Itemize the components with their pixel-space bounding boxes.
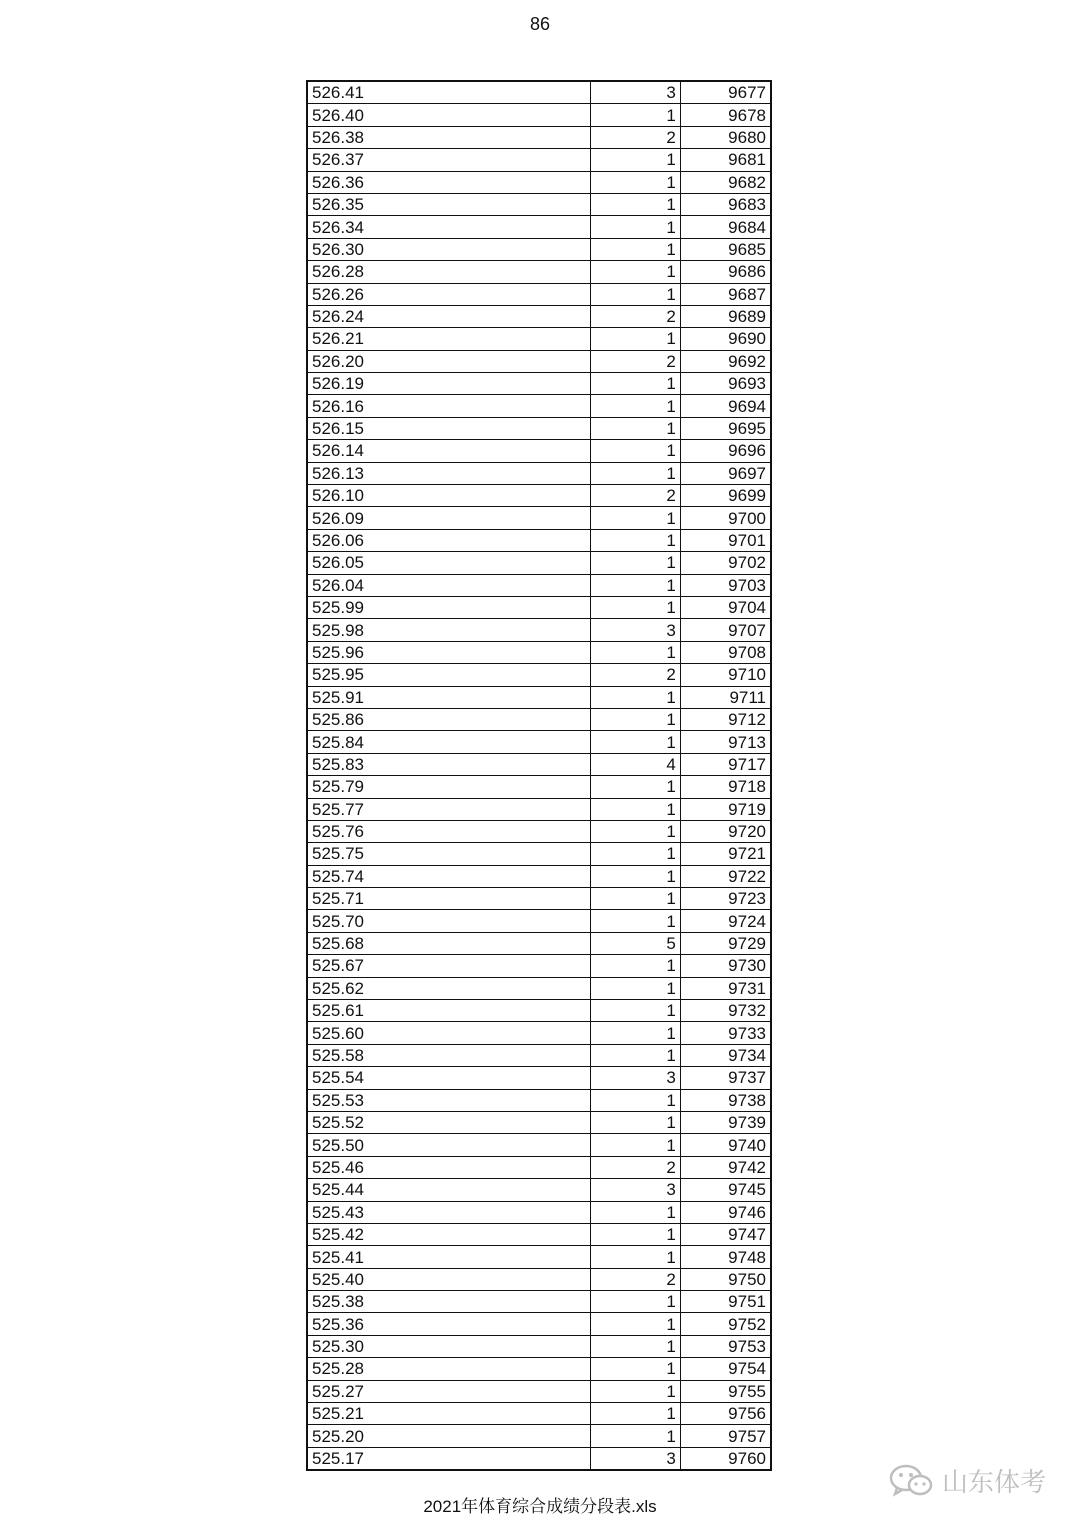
score-cell: 525.46 xyxy=(307,1156,590,1178)
watermark-text: 山东体考 xyxy=(942,1467,1047,1497)
score-cell: 526.05 xyxy=(307,552,590,574)
count-cell: 1 xyxy=(590,261,680,283)
score-cell: 526.28 xyxy=(307,261,590,283)
table-row xyxy=(307,305,771,327)
cumulative-rank-cell: 9742 xyxy=(680,1156,771,1178)
cumulative-rank-cell: 9730 xyxy=(680,955,771,977)
table-row xyxy=(307,216,771,238)
table-row xyxy=(307,1089,771,1111)
cumulative-rank-cell: 9701 xyxy=(680,529,771,551)
cumulative-rank-cell: 9733 xyxy=(680,1022,771,1044)
count-cell: 2 xyxy=(590,1156,680,1178)
score-cell: 525.58 xyxy=(307,1044,590,1066)
cumulative-rank-cell: 9704 xyxy=(680,596,771,618)
table-row xyxy=(307,417,771,439)
count-cell: 1 xyxy=(590,820,680,842)
score-cell: 526.13 xyxy=(307,462,590,484)
table-row xyxy=(307,1156,771,1178)
count-cell: 1 xyxy=(590,373,680,395)
cumulative-rank-cell: 9683 xyxy=(680,193,771,215)
count-cell: 1 xyxy=(590,1380,680,1402)
score-cell: 525.99 xyxy=(307,596,590,618)
table-row xyxy=(307,104,771,126)
cumulative-rank-cell: 9696 xyxy=(680,440,771,462)
count-cell: 1 xyxy=(590,440,680,462)
watermark xyxy=(888,1462,1046,1499)
table-row xyxy=(307,171,771,193)
score-cell: 525.50 xyxy=(307,1134,590,1156)
cumulative-rank-cell: 9757 xyxy=(680,1425,771,1447)
score-cell: 525.28 xyxy=(307,1358,590,1380)
table-row xyxy=(307,888,771,910)
table-row xyxy=(307,753,771,775)
cumulative-rank-cell: 9740 xyxy=(680,1134,771,1156)
score-cell: 525.53 xyxy=(307,1089,590,1111)
table-row xyxy=(307,261,771,283)
cumulative-rank-cell: 9708 xyxy=(680,641,771,663)
table-row xyxy=(307,977,771,999)
table-row xyxy=(307,1179,771,1201)
score-cell: 525.98 xyxy=(307,619,590,641)
count-cell: 1 xyxy=(590,798,680,820)
score-cell: 526.20 xyxy=(307,350,590,372)
cumulative-rank-cell: 9732 xyxy=(680,1000,771,1022)
cumulative-rank-cell: 9699 xyxy=(680,485,771,507)
count-cell: 3 xyxy=(590,1179,680,1201)
table-row xyxy=(307,1000,771,1022)
score-cell: 526.06 xyxy=(307,529,590,551)
cumulative-rank-cell: 9746 xyxy=(680,1201,771,1223)
table-row xyxy=(307,193,771,215)
score-cell: 525.84 xyxy=(307,731,590,753)
score-cell: 525.52 xyxy=(307,1111,590,1133)
footer-filename: 2021年体育综合成绩分段表.xls xyxy=(423,1497,657,1516)
table-row xyxy=(307,462,771,484)
score-cell: 525.27 xyxy=(307,1380,590,1402)
score-table xyxy=(306,80,772,1471)
score-cell: 525.60 xyxy=(307,1022,590,1044)
count-cell: 1 xyxy=(590,283,680,305)
score-cell: 525.61 xyxy=(307,1000,590,1022)
cumulative-rank-cell: 9755 xyxy=(680,1380,771,1402)
score-table-body xyxy=(307,81,771,1470)
cumulative-rank-cell: 9700 xyxy=(680,507,771,529)
score-cell: 525.96 xyxy=(307,641,590,663)
count-cell: 3 xyxy=(590,1447,680,1470)
cumulative-rank-cell: 9681 xyxy=(680,149,771,171)
table-row xyxy=(307,1313,771,1335)
score-cell: 525.17 xyxy=(307,1447,590,1470)
count-cell: 1 xyxy=(590,731,680,753)
cumulative-rank-cell: 9729 xyxy=(680,932,771,954)
score-cell: 525.20 xyxy=(307,1425,590,1447)
table-row xyxy=(307,81,771,104)
count-cell: 1 xyxy=(590,1111,680,1133)
table-row xyxy=(307,776,771,798)
table-row xyxy=(307,843,771,865)
score-cell: 526.37 xyxy=(307,149,590,171)
count-cell: 1 xyxy=(590,1134,680,1156)
score-cell: 526.30 xyxy=(307,238,590,260)
cumulative-rank-cell: 9738 xyxy=(680,1089,771,1111)
table-row xyxy=(307,1291,771,1313)
table-row xyxy=(307,328,771,350)
cumulative-rank-cell: 9690 xyxy=(680,328,771,350)
cumulative-rank-cell: 9718 xyxy=(680,776,771,798)
table-row xyxy=(307,1201,771,1223)
score-cell: 526.10 xyxy=(307,485,590,507)
count-cell: 1 xyxy=(590,641,680,663)
count-cell: 1 xyxy=(590,462,680,484)
table-row xyxy=(307,731,771,753)
cumulative-rank-cell: 9756 xyxy=(680,1403,771,1425)
count-cell: 1 xyxy=(590,708,680,730)
table-row xyxy=(307,1335,771,1357)
cumulative-rank-cell: 9710 xyxy=(680,664,771,686)
count-cell: 1 xyxy=(590,507,680,529)
table-row xyxy=(307,395,771,417)
score-cell: 526.21 xyxy=(307,328,590,350)
score-cell: 525.30 xyxy=(307,1335,590,1357)
cumulative-rank-cell: 9680 xyxy=(680,126,771,148)
cumulative-rank-cell: 9686 xyxy=(680,261,771,283)
score-cell: 525.36 xyxy=(307,1313,590,1335)
count-cell: 1 xyxy=(590,1022,680,1044)
score-cell: 525.41 xyxy=(307,1246,590,1268)
cumulative-rank-cell: 9695 xyxy=(680,417,771,439)
cumulative-rank-cell: 9760 xyxy=(680,1447,771,1470)
cumulative-rank-cell: 9739 xyxy=(680,1111,771,1133)
score-cell: 525.95 xyxy=(307,664,590,686)
table-row xyxy=(307,350,771,372)
score-cell: 525.68 xyxy=(307,932,590,954)
score-cell: 525.77 xyxy=(307,798,590,820)
score-cell: 526.34 xyxy=(307,216,590,238)
table-row xyxy=(307,664,771,686)
count-cell: 2 xyxy=(590,350,680,372)
count-cell: 1 xyxy=(590,955,680,977)
count-cell: 1 xyxy=(590,395,680,417)
score-cell: 526.41 xyxy=(307,81,590,104)
count-cell: 1 xyxy=(590,238,680,260)
cumulative-rank-cell: 9734 xyxy=(680,1044,771,1066)
count-cell: 2 xyxy=(590,485,680,507)
count-cell: 1 xyxy=(590,1044,680,1066)
score-cell: 526.36 xyxy=(307,171,590,193)
count-cell: 2 xyxy=(590,664,680,686)
count-cell: 1 xyxy=(590,865,680,887)
table-row xyxy=(307,529,771,551)
table-row xyxy=(307,708,771,730)
table-row xyxy=(307,1223,771,1245)
count-cell: 5 xyxy=(590,932,680,954)
cumulative-rank-cell: 9702 xyxy=(680,552,771,574)
table-row xyxy=(307,1403,771,1425)
score-cell: 525.86 xyxy=(307,708,590,730)
count-cell: 1 xyxy=(590,888,680,910)
cumulative-rank-cell: 9747 xyxy=(680,1223,771,1245)
cumulative-rank-cell: 9682 xyxy=(680,171,771,193)
count-cell: 1 xyxy=(590,1425,680,1447)
count-cell: 1 xyxy=(590,216,680,238)
score-cell: 525.54 xyxy=(307,1067,590,1089)
cumulative-rank-cell: 9687 xyxy=(680,283,771,305)
table-row xyxy=(307,126,771,148)
cumulative-rank-cell: 9711 xyxy=(680,686,771,708)
cumulative-rank-cell: 9731 xyxy=(680,977,771,999)
score-cell: 526.15 xyxy=(307,417,590,439)
table-row xyxy=(307,865,771,887)
score-cell: 526.24 xyxy=(307,305,590,327)
table-row xyxy=(307,507,771,529)
score-cell: 525.21 xyxy=(307,1403,590,1425)
count-cell: 1 xyxy=(590,910,680,932)
count-cell: 4 xyxy=(590,753,680,775)
score-cell: 525.42 xyxy=(307,1223,590,1245)
score-cell: 526.19 xyxy=(307,373,590,395)
cumulative-rank-cell: 9751 xyxy=(680,1291,771,1313)
score-cell: 525.91 xyxy=(307,686,590,708)
score-cell: 525.70 xyxy=(307,910,590,932)
table-row xyxy=(307,1111,771,1133)
score-cell: 525.62 xyxy=(307,977,590,999)
score-cell: 526.26 xyxy=(307,283,590,305)
score-cell: 526.16 xyxy=(307,395,590,417)
cumulative-rank-cell: 9750 xyxy=(680,1268,771,1290)
score-cell: 525.74 xyxy=(307,865,590,887)
cumulative-rank-cell: 9723 xyxy=(680,888,771,910)
count-cell: 3 xyxy=(590,619,680,641)
count-cell: 1 xyxy=(590,1313,680,1335)
score-cell: 525.67 xyxy=(307,955,590,977)
count-cell: 1 xyxy=(590,1201,680,1223)
score-cell: 525.43 xyxy=(307,1201,590,1223)
cumulative-rank-cell: 9720 xyxy=(680,820,771,842)
table-row xyxy=(307,1067,771,1089)
count-cell: 1 xyxy=(590,843,680,865)
cumulative-rank-cell: 9745 xyxy=(680,1179,771,1201)
count-cell: 1 xyxy=(590,328,680,350)
count-cell: 1 xyxy=(590,1246,680,1268)
count-cell: 1 xyxy=(590,1403,680,1425)
score-cell: 526.04 xyxy=(307,574,590,596)
table-row xyxy=(307,574,771,596)
table-row xyxy=(307,1268,771,1290)
count-cell: 1 xyxy=(590,529,680,551)
wechat-icon xyxy=(888,1463,934,1499)
cumulative-rank-cell: 9717 xyxy=(680,753,771,775)
cumulative-rank-cell: 9707 xyxy=(680,619,771,641)
cumulative-rank-cell: 9703 xyxy=(680,574,771,596)
count-cell: 1 xyxy=(590,574,680,596)
table-row xyxy=(307,1425,771,1447)
count-cell: 2 xyxy=(590,305,680,327)
cumulative-rank-cell: 9713 xyxy=(680,731,771,753)
table-row xyxy=(307,149,771,171)
table-row xyxy=(307,552,771,574)
score-cell: 526.38 xyxy=(307,126,590,148)
cumulative-rank-cell: 9719 xyxy=(680,798,771,820)
table-row xyxy=(307,1044,771,1066)
page-number: 86 xyxy=(529,14,551,34)
score-cell: 526.35 xyxy=(307,193,590,215)
score-cell: 525.71 xyxy=(307,888,590,910)
count-cell: 3 xyxy=(590,1067,680,1089)
cumulative-rank-cell: 9678 xyxy=(680,104,771,126)
score-cell: 525.76 xyxy=(307,820,590,842)
score-cell: 525.40 xyxy=(307,1268,590,1290)
table-row xyxy=(307,955,771,977)
table-row xyxy=(307,238,771,260)
table-row xyxy=(307,910,771,932)
count-cell: 1 xyxy=(590,171,680,193)
table-row xyxy=(307,820,771,842)
cumulative-rank-cell: 9724 xyxy=(680,910,771,932)
count-cell: 1 xyxy=(590,1089,680,1111)
table-row xyxy=(307,619,771,641)
table-row xyxy=(307,373,771,395)
table-row xyxy=(307,485,771,507)
table-row xyxy=(307,1447,771,1470)
count-cell: 1 xyxy=(590,1335,680,1357)
table-row xyxy=(307,1358,771,1380)
table-row xyxy=(307,440,771,462)
count-cell: 1 xyxy=(590,1358,680,1380)
table-row xyxy=(307,1380,771,1402)
cumulative-rank-cell: 9693 xyxy=(680,373,771,395)
cumulative-rank-cell: 9684 xyxy=(680,216,771,238)
score-cell: 525.83 xyxy=(307,753,590,775)
cumulative-rank-cell: 9753 xyxy=(680,1335,771,1357)
count-cell: 1 xyxy=(590,104,680,126)
score-cell: 525.75 xyxy=(307,843,590,865)
count-cell: 1 xyxy=(590,1000,680,1022)
cumulative-rank-cell: 9694 xyxy=(680,395,771,417)
cumulative-rank-cell: 9752 xyxy=(680,1313,771,1335)
table-row xyxy=(307,596,771,618)
count-cell: 2 xyxy=(590,1268,680,1290)
cumulative-rank-cell: 9677 xyxy=(680,81,771,104)
score-cell: 526.40 xyxy=(307,104,590,126)
cumulative-rank-cell: 9685 xyxy=(680,238,771,260)
count-cell: 3 xyxy=(590,81,680,104)
count-cell: 1 xyxy=(590,552,680,574)
cumulative-rank-cell: 9754 xyxy=(680,1358,771,1380)
score-cell: 526.14 xyxy=(307,440,590,462)
cumulative-rank-cell: 9737 xyxy=(680,1067,771,1089)
table-row xyxy=(307,641,771,663)
count-cell: 1 xyxy=(590,149,680,171)
count-cell: 1 xyxy=(590,596,680,618)
cumulative-rank-cell: 9721 xyxy=(680,843,771,865)
score-cell: 526.09 xyxy=(307,507,590,529)
table-row xyxy=(307,1134,771,1156)
cumulative-rank-cell: 9712 xyxy=(680,708,771,730)
cumulative-rank-cell: 9692 xyxy=(680,350,771,372)
score-cell: 525.44 xyxy=(307,1179,590,1201)
count-cell: 1 xyxy=(590,1291,680,1313)
table-row xyxy=(307,686,771,708)
table-row xyxy=(307,1022,771,1044)
table-row xyxy=(307,1246,771,1268)
table-row xyxy=(307,283,771,305)
count-cell: 2 xyxy=(590,126,680,148)
count-cell: 1 xyxy=(590,1223,680,1245)
count-cell: 1 xyxy=(590,417,680,439)
table-row xyxy=(307,798,771,820)
count-cell: 1 xyxy=(590,776,680,798)
cumulative-rank-cell: 9689 xyxy=(680,305,771,327)
cumulative-rank-cell: 9697 xyxy=(680,462,771,484)
table-row xyxy=(307,932,771,954)
score-cell: 525.38 xyxy=(307,1291,590,1313)
score-cell: 525.79 xyxy=(307,776,590,798)
count-cell: 1 xyxy=(590,686,680,708)
cumulative-rank-cell: 9722 xyxy=(680,865,771,887)
count-cell: 1 xyxy=(590,977,680,999)
count-cell: 1 xyxy=(590,193,680,215)
cumulative-rank-cell: 9748 xyxy=(680,1246,771,1268)
